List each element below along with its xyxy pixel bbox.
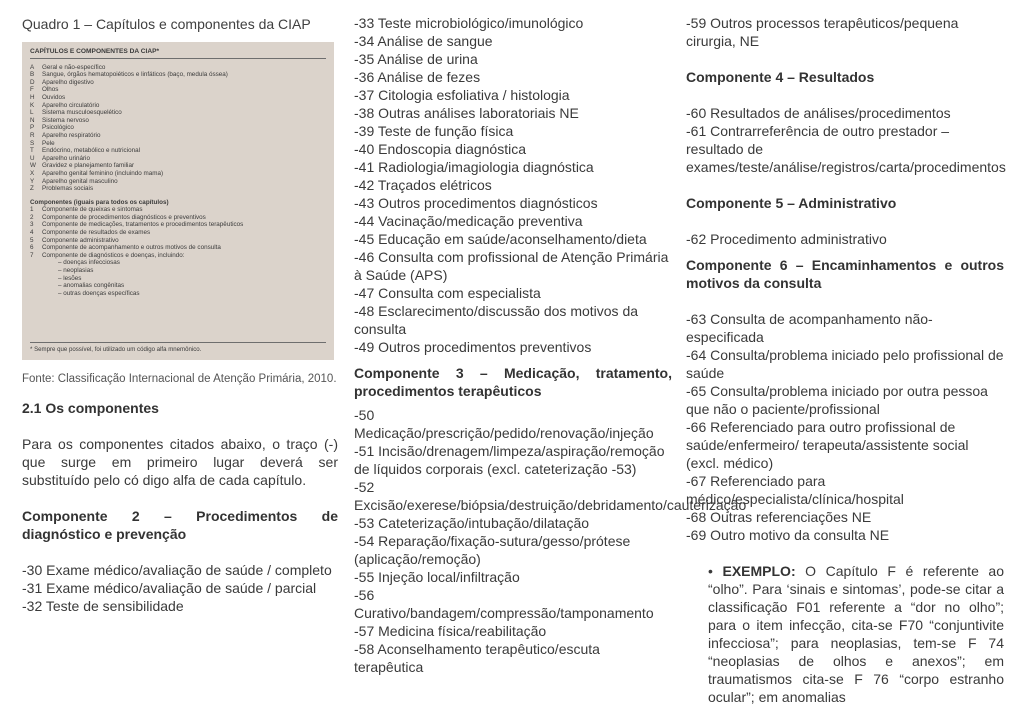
disease-subitem: – outras doenças específicas	[58, 289, 140, 297]
list-item: -46 Consulta com profissional de Atenção Primária à Saúde (APS)	[354, 249, 669, 283]
list-item: -52 Excisão/exerese/biópsia/destruição/debridamento/cauterização	[354, 479, 747, 513]
list-item: -69 Outro motivo da consulta NE	[686, 527, 890, 543]
list-item: -56 Curativo/bandagem/compressão/tamponamento	[354, 587, 654, 621]
list-item: -54 Reparação/fixação-sutura/gesso/prótese (aplicação/remoção)	[354, 533, 631, 567]
component-row-label: Componente de acompanhamento e outros motivos de consulta	[42, 244, 221, 252]
component-row-code: 3	[30, 221, 34, 229]
ciap-figure	[22, 42, 334, 360]
component-row	[30, 214, 326, 222]
chapter-row-code: Y	[30, 177, 35, 185]
chapter-row	[30, 94, 326, 102]
component-6-heading: Componente 6 – Encaminhamentos e outros motivos da consulta	[686, 257, 1004, 291]
list-item: -55 Injeção local/infiltração	[354, 569, 520, 585]
list-item: -33 Teste microbiológico/imunológico	[354, 15, 584, 31]
chapter-row	[30, 147, 326, 155]
chapter-row	[30, 102, 326, 110]
component-row	[30, 221, 326, 229]
list-item: -35 Análise de urina	[354, 51, 478, 67]
chapter-row	[30, 109, 326, 117]
chapter-row-code: N	[30, 116, 35, 124]
disease-subitem: – lesões	[58, 274, 82, 282]
component-row-label: Componente administrativo	[42, 236, 119, 244]
disease-subitem: – doenças infecciosas	[58, 259, 120, 267]
chapter-row-code: R	[30, 131, 35, 139]
chapter-row	[30, 71, 326, 79]
item-59: -59 Outros processos terapêuticos/pequena cirurgia, NE	[686, 15, 959, 49]
figure-source: Fonte: Classificação Internacional de Atenção Primária, 2010.	[22, 373, 337, 385]
component-row-label: Componente de diagnósticos e doenças, incluindo:	[42, 251, 185, 259]
chapter-row	[30, 162, 326, 170]
chapter-row-label: Aparelho genital feminino (incluindo mama)	[42, 169, 164, 177]
list-item: -64 Consulta/problema iniciado pelo profissional de saúde	[686, 347, 1004, 381]
chapter-row-label: Aparelho digestivo	[42, 78, 94, 86]
list-item: -58 Aconselhamento terapêutico/escuta terapêutica	[354, 641, 600, 675]
component-row-label: Componente de medicações, tratamentos e procedimentos terapêuticos	[42, 221, 244, 229]
chapter-row-label: Problemas sociais	[42, 185, 94, 193]
list-item: -50 Medicação/prescrição/pedido/renovação/injeção	[354, 407, 654, 441]
list-item: -43 Outros procedimentos diagnósticos	[354, 195, 598, 211]
component-list	[30, 206, 326, 259]
chapter-row-label: Aparelho genital masculino	[42, 177, 118, 185]
chapter-row-code: B	[30, 71, 35, 79]
list-item: -36 Análise de fezes	[354, 69, 481, 85]
component-row	[30, 252, 326, 260]
component-2-heading: Componente 2 – Procedimentos de diagnóstico e prevenção	[22, 508, 338, 542]
list-item: -49 Outros procedimentos preventivos	[354, 339, 592, 355]
intro-paragraph: Para os componentes citados abaixo, o traço (-) que surge em primeiro lugar deverá ser substituído pelo có digo alfa de cada capítulo.	[22, 436, 338, 488]
component-row-code: 7	[30, 251, 34, 259]
chapter-row-label: Endócrino, metabólico e nutricional	[42, 147, 141, 155]
chapter-row-label: Gravidez e planejamento familiar	[42, 162, 135, 170]
chapter-row-label: Sistema musculoesquelético	[42, 109, 122, 117]
list-item: -41 Radiologia/imagiologia diagnóstica	[354, 159, 594, 175]
chapter-row	[30, 170, 326, 178]
component-row	[30, 244, 326, 252]
components-heading: Componentes (iguais para todos os capítulos)	[30, 198, 169, 206]
list-item: -60 Resultados de análises/procedimentos	[686, 105, 951, 121]
list-item: -67 Referenciado para médico/especialista/clínica/hospital	[686, 473, 904, 507]
component-row	[30, 229, 326, 237]
list-item: -61 Contrarreferência de outro prestador – resultado de exames/teste/análise/registros/carta/procedimentos	[686, 123, 1006, 175]
list-item: -62 Procedimento administrativo	[686, 231, 887, 247]
list-item: -40 Endoscopia diagnóstica	[354, 141, 527, 157]
list-item: -68 Outras referenciações NE	[686, 509, 872, 525]
component-row	[30, 237, 326, 245]
component-3-list	[354, 406, 747, 676]
component-2-list	[22, 561, 338, 615]
chapter-row-code: T	[30, 147, 34, 155]
figure-footnote: * Sempre que possível, foi utilizado um código alfa mnemônico.	[30, 342, 326, 354]
component-5-heading: Componente 5 – Administrativo	[686, 195, 897, 211]
component-5-list	[686, 230, 1004, 248]
example-bullet: •	[708, 563, 713, 579]
chapter-row-label: Aparelho respiratório	[42, 131, 101, 139]
list-item: -34 Análise de sangue	[354, 33, 493, 49]
chapter-row	[30, 117, 326, 125]
example-box	[708, 562, 1004, 706]
component-4-list	[686, 104, 1004, 176]
chapter-row	[30, 140, 326, 148]
example-text: O Capítulo F é referente ao “olho”. Para ‘sinais e sintomas’, pode-se citar a classificação F01 referente a “dor no olho”; para o item infecção, cita-se F70 “conjuntivite infecciosa”; para neoplasias, tem-se F 74 “neoplasias de olhos e anexos”; em traumatismos cita-se F 76 “corpo estranho ocular”; em anomalias	[708, 563, 1004, 705]
chapter-row	[30, 185, 326, 193]
chapter-row	[30, 124, 326, 132]
section-title: 2.1 Os componentes	[22, 400, 159, 416]
chapter-row-label: Ouvidos	[42, 93, 66, 101]
figure-caption: Quadro 1 – Capítulos e componentes da CIAP	[22, 16, 311, 32]
list-item: -47 Consulta com especialista	[354, 285, 541, 301]
chapter-row	[30, 86, 326, 94]
chapter-row	[30, 132, 326, 140]
chapter-row-code: L	[30, 109, 34, 117]
procedure-list-continued	[354, 14, 672, 356]
list-item: -57 Medicina física/reabilitação	[354, 623, 547, 639]
component-row-code: 1	[30, 206, 34, 214]
figure-title: CAPÍTULOS E COMPONENTES DA CIAP*	[30, 48, 326, 59]
disease-subitem: – anomalias congênitas	[58, 282, 125, 290]
list-item: -63 Consulta de acompanhamento não-especificada	[686, 311, 933, 345]
chapter-list	[30, 64, 326, 193]
component-row-code: 5	[30, 236, 34, 244]
chapter-row-label: Aparelho circulatório	[42, 101, 100, 109]
list-item: -66 Referenciado para outro profissional de saúde/enfermeiro/ terapeuta/assistente social (excl. médico)	[686, 419, 969, 471]
chapter-row-code: Z	[30, 185, 34, 193]
chapter-row-label: Psicológico	[42, 124, 74, 132]
column-1	[22, 14, 338, 615]
chapter-row-code: P	[30, 124, 35, 132]
list-item: -53 Cateterização/intubação/dilatação	[354, 515, 590, 531]
list-item: -45 Educação em saúde/aconselhamento/dieta	[354, 231, 647, 247]
component-3-heading: Componente 3 – Medicação, tratamento, procedimentos terapêuticos	[354, 365, 672, 399]
list-item: -48 Esclarecimento/discussão dos motivos da consulta	[354, 303, 639, 337]
component-row-label: Componente de queixas e sintomas	[42, 206, 143, 214]
list-item: -38 Outras análises laboratoriais NE	[354, 105, 579, 121]
disease-subitem: – neoplasias	[58, 267, 94, 275]
list-item: -37 Citologia esfoliativa / histologia	[354, 87, 570, 103]
component-row-code: 2	[30, 213, 34, 221]
chapter-row-code: K	[30, 101, 35, 109]
list-item: -44 Vacinação/medicação preventiva	[354, 213, 583, 229]
chapter-row-code: H	[30, 93, 35, 101]
column-2	[354, 14, 747, 676]
list-item: -51 Incisão/drenagem/limpeza/aspiração/remoção de líquidos corporais (excl. cateterização -53)	[354, 443, 665, 477]
component-row	[30, 206, 326, 214]
chapter-row-code: F	[30, 86, 34, 94]
chapter-row	[30, 64, 326, 72]
chapter-row	[30, 79, 326, 87]
component-row-label: Componente de resultados de exames	[42, 229, 151, 237]
component-6-list	[686, 310, 1004, 544]
chapter-row	[30, 178, 326, 186]
chapter-row-label: Aparelho urinário	[42, 154, 90, 162]
chapter-row-label: Sistema nervoso	[42, 116, 89, 124]
component-row-label: Componente de procedimentos diagnósticos e preventivos	[42, 213, 206, 221]
chapter-row-code: X	[30, 169, 35, 177]
chapter-row-code: A	[30, 63, 35, 71]
component-4-heading: Componente 4 – Resultados	[686, 69, 875, 85]
column-3	[686, 14, 1004, 706]
chapter-row-code: S	[30, 139, 35, 147]
chapter-row-label: Sangue, órgãos hematopoiéticos e linfáticos (baço, medula óssea)	[42, 71, 228, 79]
disease-subitem-list	[30, 259, 326, 297]
list-item: -65 Consulta/problema iniciado por outra pessoa que não o paciente/profissional	[686, 383, 988, 417]
component-row-code: 4	[30, 229, 34, 237]
list-item: -31 Exame médico/avaliação de saúde / parcial	[22, 580, 317, 596]
chapter-row-code: U	[30, 154, 35, 162]
list-item: -32 Teste de sensibilidade	[22, 598, 184, 614]
list-item: -30 Exame médico/avaliação de saúde / completo	[22, 562, 332, 578]
chapter-row-label: Geral e não-específico	[42, 63, 106, 71]
list-item: -42 Traçados elétricos	[354, 177, 492, 193]
chapter-row-code: W	[30, 162, 36, 170]
list-item: -39 Teste de função física	[354, 123, 514, 139]
chapter-row-label: Olhos	[42, 86, 59, 94]
chapter-row-label: Pele	[42, 139, 55, 147]
component-row-code: 6	[30, 244, 34, 252]
example-label: EXEMPLO:	[722, 563, 796, 579]
chapter-row	[30, 155, 326, 163]
chapter-row-code: D	[30, 78, 35, 86]
